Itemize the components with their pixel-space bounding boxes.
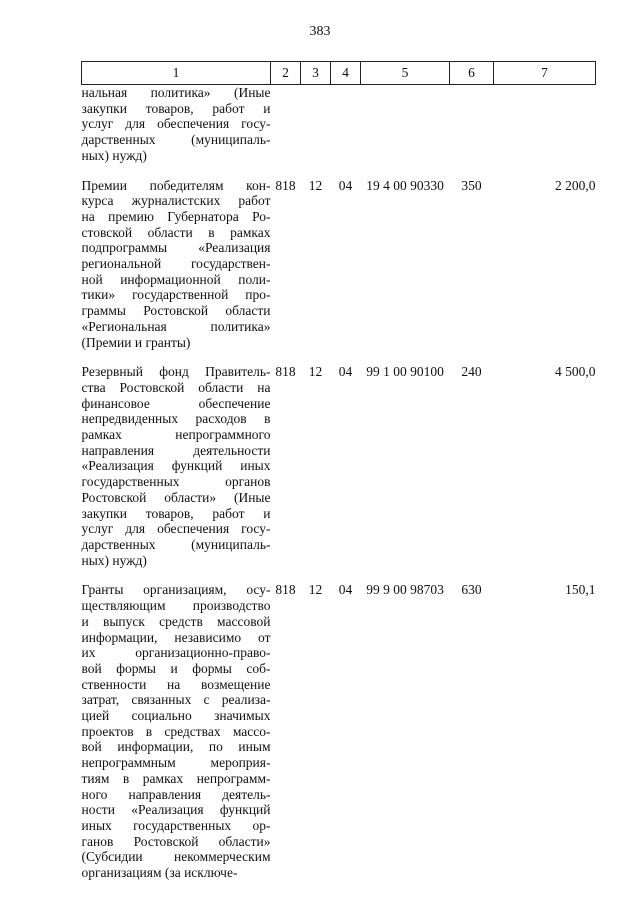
description-line: направления деятельности xyxy=(81,442,271,458)
description-line: ности «Реализация функций xyxy=(81,802,271,818)
amount-cell: 4 500,0 xyxy=(555,364,596,380)
description-line: информации, независимо от xyxy=(81,629,271,645)
section-code-cell: 12 xyxy=(308,582,323,598)
description-line: ганов Ростовской области» xyxy=(81,833,271,849)
description-line: дарственных (муниципаль- xyxy=(81,132,271,148)
expense-type-cell: 240 xyxy=(461,364,482,380)
expense-type-cell: 630 xyxy=(461,582,482,598)
column-header-2: 2 xyxy=(271,62,301,85)
column-header-1: 1 xyxy=(82,62,271,85)
table-row xyxy=(82,582,596,894)
description-line: услуг для обеспечения госу- xyxy=(81,521,271,537)
table-header-row xyxy=(82,62,596,85)
column-header-4: 4 xyxy=(331,62,361,85)
row-description xyxy=(82,582,271,894)
expense-type-cell xyxy=(450,85,494,178)
description-line: ства Ростовской области на xyxy=(81,379,271,395)
ministry-code-cell: 818 xyxy=(275,582,296,598)
description-line: ственности на возмещение xyxy=(81,676,271,692)
subsection-code-cell: 04 xyxy=(338,582,353,598)
description-line: ществляющим производство xyxy=(81,598,271,614)
description-line: региональной государствен- xyxy=(81,256,271,272)
section-code-cell xyxy=(301,85,331,178)
description-line: иных государственных ор- xyxy=(81,817,271,833)
description-line: нальная политика» (Иные xyxy=(81,85,271,100)
expense-type-cell: 350 xyxy=(461,177,482,193)
description-line: Ростовской области» (Иные xyxy=(81,489,271,505)
description-line: организациям (за исключе- xyxy=(81,865,238,881)
description-line: услуг для обеспечения госу- xyxy=(81,116,271,132)
amount-cell: 2 200,0 xyxy=(555,177,596,193)
description-line: тиям в рамках непрограмм- xyxy=(81,770,271,786)
description-line: на премию Губернатора Ро- xyxy=(81,208,271,224)
target-article-cell xyxy=(361,85,450,178)
amount-cell: 150,1 xyxy=(565,582,596,598)
subsection-code-cell xyxy=(331,85,361,178)
description-line: вой информации, по иным xyxy=(81,739,271,755)
table-row xyxy=(82,364,596,582)
ministry-code-cell: 818 xyxy=(275,177,296,193)
description-line: «Реализация функций иных xyxy=(81,458,271,474)
row-description xyxy=(82,364,271,582)
ministry-code-cell xyxy=(271,85,301,178)
description-line: затрат, связанных с реализа- xyxy=(81,692,271,708)
description-line: подпрограммы «Реализация xyxy=(81,240,271,256)
budget-table xyxy=(81,61,596,895)
description-line: (Премии и гранты) xyxy=(81,334,191,350)
description-line: стовской области в рамках xyxy=(81,224,271,240)
column-header-3: 3 xyxy=(301,62,331,85)
description-line: тики» государственной про- xyxy=(81,287,271,303)
description-line: финансовое обеспечение xyxy=(81,395,271,411)
target-article-cell: 99 9 00 98703 xyxy=(366,582,444,598)
column-header-6: 6 xyxy=(450,62,494,85)
description-line: ных) нужд) xyxy=(81,147,147,163)
description-line: Резервный фонд Правитель- xyxy=(81,364,271,380)
description-line: Премии победителям кон- xyxy=(81,177,271,193)
description-line: и выпуск средств массовой xyxy=(81,613,271,629)
column-header-5: 5 xyxy=(361,62,450,85)
section-code-cell: 12 xyxy=(308,364,323,380)
table-row xyxy=(82,85,596,178)
description-line: граммы Ростовской области xyxy=(81,303,271,319)
target-article-cell: 19 4 00 90330 xyxy=(366,177,444,193)
target-article-cell: 99 1 00 90100 xyxy=(366,364,444,380)
amount-cell xyxy=(494,85,596,178)
description-line: закупки товаров, работ и xyxy=(81,505,271,521)
description-line: рамках непрограммного xyxy=(81,427,271,443)
description-line: ных) нужд) xyxy=(81,552,147,568)
description-line: закупки товаров, работ и xyxy=(81,100,271,116)
table-row xyxy=(82,178,596,365)
table-body xyxy=(82,85,596,895)
page-number: 383 xyxy=(309,24,331,39)
description-line: дарственных (муниципаль- xyxy=(81,536,271,552)
column-header-7: 7 xyxy=(494,62,596,85)
description-line: государственных органов xyxy=(81,474,271,490)
description-line: непредвиденных расходов в xyxy=(81,411,271,427)
description-line: проектов в средствах массо- xyxy=(81,723,271,739)
subsection-code-cell: 04 xyxy=(338,364,353,380)
row-description xyxy=(82,85,271,178)
description-line: цией социально значимых xyxy=(81,708,271,724)
section-code-cell: 12 xyxy=(308,177,323,193)
row-description xyxy=(82,178,271,365)
description-line: Гранты организациям, осу- xyxy=(81,582,271,598)
description-line: «Региональная политика» xyxy=(81,318,271,334)
ministry-code-cell: 818 xyxy=(275,364,296,380)
description-line: ного направления деятель- xyxy=(81,786,271,802)
description-line: курса журналистских работ xyxy=(81,193,271,209)
description-line: непрограммным мероприя- xyxy=(81,755,271,771)
description-line: ной информационной поли- xyxy=(81,271,271,287)
description-line: вой формы и формы соб- xyxy=(81,660,271,676)
description-line: (Субсидии некоммерческим xyxy=(81,849,271,865)
description-line: их организационно-право- xyxy=(81,645,271,661)
subsection-code-cell: 04 xyxy=(338,177,353,193)
